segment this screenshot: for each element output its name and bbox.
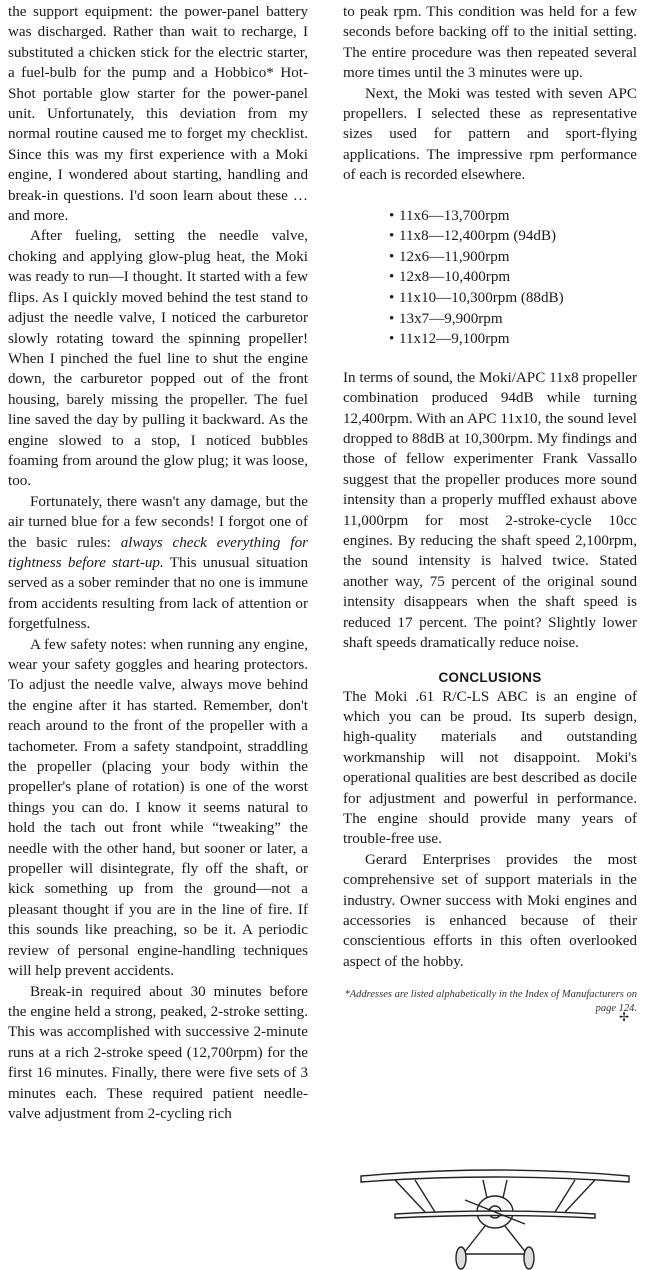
p3-text-start: Fortunately, there wasn't any damage, but the air turned blue for a few seconds! I forgot one of the basic rules:	[8, 493, 308, 551]
right-paragraph-3: In terms of sound, the Moki/APC 11x8 propeller combination produced 94dB while turning 12,400rpm. With an APC 11x10, the sound level dropped to 88dB at 10,300rpm. My findings and those of fellow experimenter Frank Vassallo suggest that the propeller produces more sound intensity than a properly muffled exhaust above 11,000rpm for most 2-stroke-cycle 10cc engines. By reducing the shaft speed 2,100rpm, the sound intensity is halved twice. Stated another way, 75 percent of the original sound intensity disappears when the shaft speed is reduced 17 percent. The point? Slightly lower shaft speeds dramatically reduce noise.	[343, 369, 637, 652]
list-item: • 12x8—10,400rpm	[389, 267, 637, 288]
footnote: *Addresses are listed alphabetically in the Index of Manufacturers on page 124.	[344, 989, 637, 1015]
conclusions-heading: CONCLUSIONS	[438, 669, 542, 685]
right-paragraph-1: to peak rpm. This condition was held for a few seconds before backing off to the initial setting. The entire procedure was then repeated several more times until the 3 minutes were up.	[343, 4, 637, 82]
list-item: • 11x12—9,100rpm	[389, 329, 637, 350]
left-paragraph-5: Break-in required about 30 minutes before the engine held a strong, peaked, 2-stroke setting. This was accomplished with successive 2-minute runs at a rich 2-stroke speed (12,700rpm) for the first 16 minutes. Finally, there were five sets of 3 minutes each. These required patient needle-valve adjustment from 2-cycling rich	[8, 983, 308, 1122]
p3-emphasis: always check everything for tightness before start-up.	[8, 534, 308, 571]
left-paragraph-4: A few safety notes: when running any engine, wear your safety goggles and hearing protectors. To adjust the needle valve, always move behind the engine after it has started. Remember, don't reach around to the front of the propeller with a tachometer. From a safety standpoint, straddling the propeller (placing your body within the propeller's plane of rotation) is one of the worst things you can do. I know it seems natural to hold the tach out front while “tweaking” the needle with the other hand, but sooner or later, a propeller will disintegrate, fly off the shaft, or kick something up from the ground—not a pleasant thought if you are in the line of fire. If this sounds like preaching, so be it. A periodic review of personal engine-handling techniques will help prevent accidents.	[8, 636, 308, 980]
propeller-list	[343, 206, 637, 350]
p3-text-end: This unusual situation served as a sober reminder that no one is immune from accidents resulting from lack of attention or forgetfulness.	[8, 554, 308, 633]
left-paragraph-1: the support equipment: the power-panel battery was discharged. Rather than wait to recharge, I substituted a chicken stick for the electric starter, a fuel-bulb for the pump and a Hobbico* Hot-Shot portable glow starter for the power-panel unit. Unfortunately, this deviation from my normal routine caused me to forget my checklist. Since this was my first experience with a Moki engine, I wondered about starting, handling and break-in questions. I'd soon learn about these … and more.	[8, 4, 308, 225]
left-column	[8, 2, 308, 1124]
left-paragraph-2: After fueling, setting the needle valve, choking and applying glow-plug heat, the Moki was ready to run—I thought. It started with a few flips. As I quickly moved behind the test stand to adjust the needle valve, I noticed the carburetor slowly rotating toward the spinning propeller! When I pinched the fuel line to shut the engine down, the carburetor popped out of the front housing, barely missing the propeller. The fuel line saved the day by pulling it backward. As the engine slowed to a stop, I noticed bubbles foaming from around the glow plug; it was loose, too.	[8, 228, 308, 490]
list-item: • 11x6—13,700rpm	[389, 206, 637, 227]
biplane-illustration	[355, 1150, 635, 1270]
list-item: • 13x7—9,900rpm	[389, 309, 637, 330]
list-item: • 11x10—10,300rpm (88dB)	[389, 288, 637, 309]
right-column	[343, 2, 637, 1025]
list-item: • 12x6—11,900rpm	[389, 247, 637, 268]
right-paragraph-2: Next, the Moki was tested with seven APC propellers. I selected these as representative sizes used for pattern and sport-flying applications. The impressive rpm performance of each is recorded elsewhere.	[343, 85, 637, 184]
right-paragraph-4: The Moki .61 R/C-LS ABC is an engine of which you can be proud. Its superb design, high-quality materials and outstanding workmanship will not disappoint. Moki's operational qualities are best described as docile for adjustment and powerful in performance. The engine should provide many years of trouble-free use.	[343, 688, 637, 848]
list-item: • 11x8—12,400rpm (94dB)	[389, 226, 637, 247]
left-paragraph-3	[8, 492, 308, 635]
right-paragraph-5: Gerard Enterprises provides the most comprehensive set of support materials in the industry. Owner success with Moki engines and accessories is enhanced because of their conscientious efforts in this often overlooked aspect of the hobby.	[343, 851, 637, 970]
end-mark-icon: ✢	[618, 1010, 629, 1025]
